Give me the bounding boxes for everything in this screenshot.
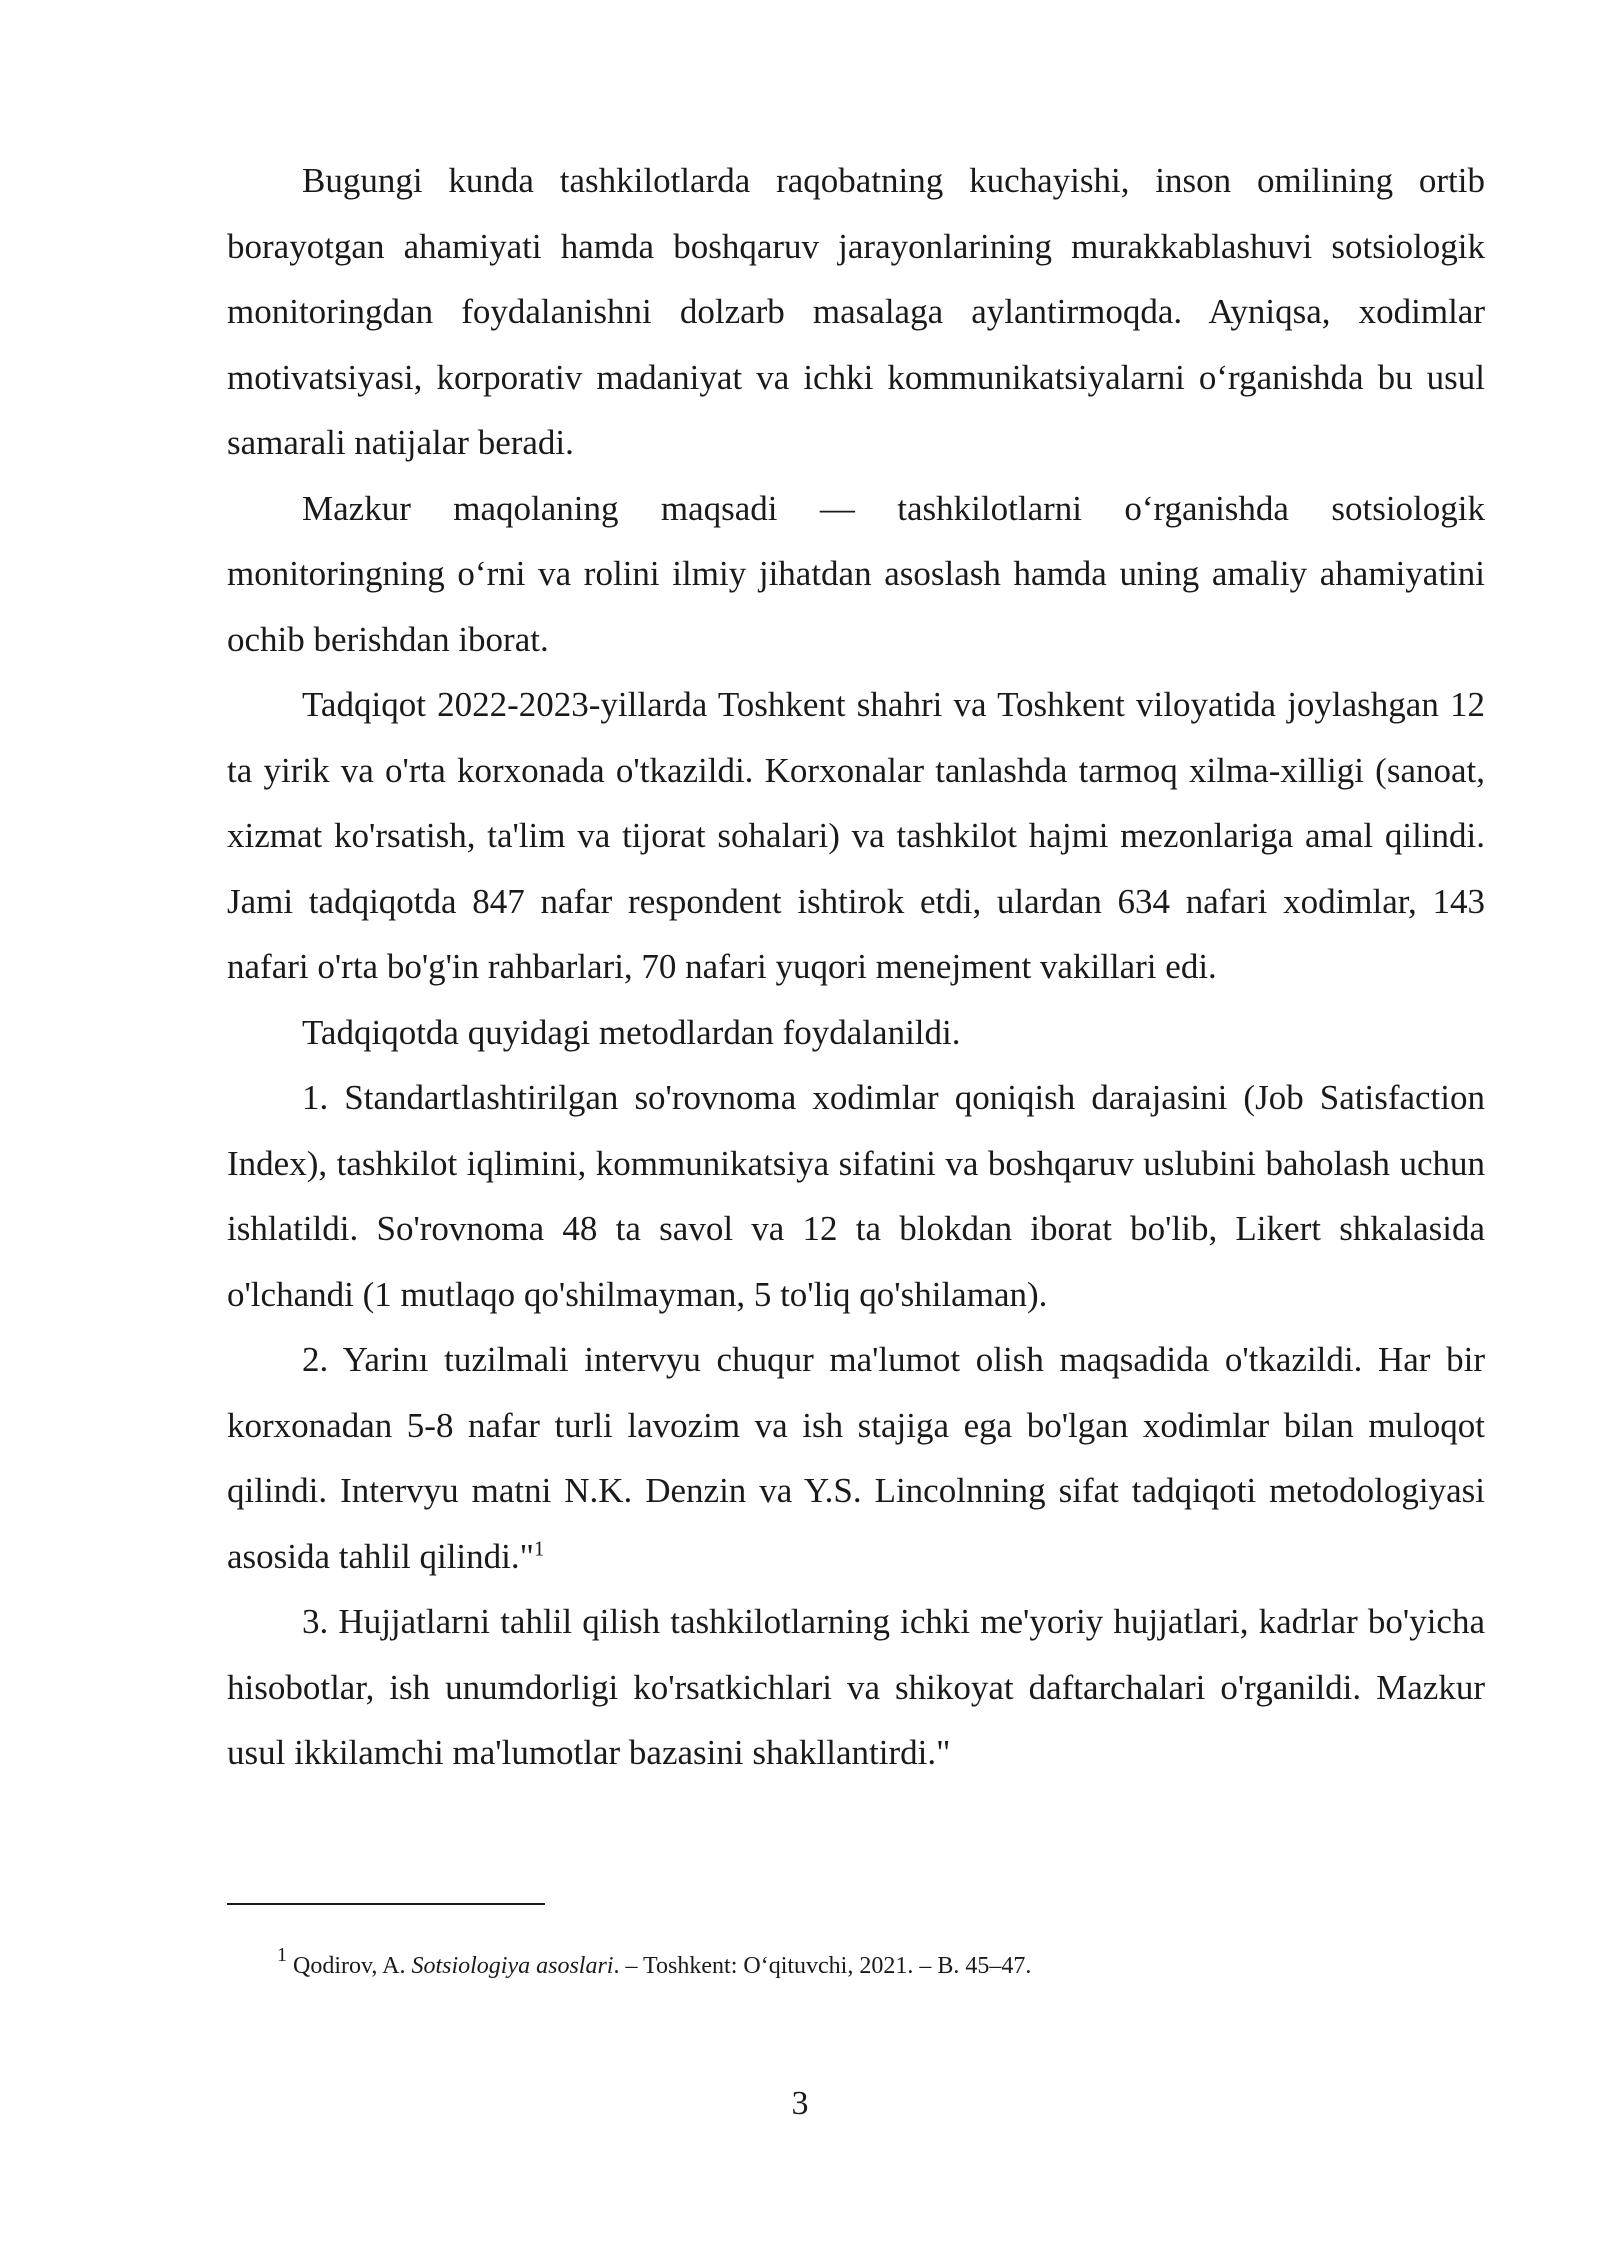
paragraph-method-survey: 1. Standartlashtirilgan so'rovnoma xodimlar qoniqish darajasini (Job Satisfaction Index), tashkilot iqlimini, kommunikatsiya sifatini va boshqaruv uslubini baholash uchun ishlatildi. So'rovnoma 48 ta savol va 12 ta blokdan iborat bo'lib, Likert shkalasida o'lchandi (1 mutlaqo qo'shilmayman, 5 to'liq qo'shilaman).: [227, 1078, 1485, 1314]
paragraph-aim: Mazkur maqolaning maqsadi — tashkilotlarni o‘rganishda sotsiologik monitoringning o‘rni va rolini ilmiy jihatdan asoslash hamda uning amaliy ahamiyatini ochib berishdan iborat.: [227, 488, 1485, 659]
footnote-publication: . – Toshkent: O‘qituvchi, 2021. – B. 45–47.: [613, 1953, 1032, 1979]
paragraph-intro: Bugungi kunda tashkilotlarda raqobatning kuchayishi, inson omilining ortib borayotgan ahamiyati hamda boshqaruv jarayonlarining murakkablashuvi sotsiologik monitoringdan foydalanishni dolzarb masalaga aylantirmoqda. Ayniqsa, xodimlar motivatsiyasi, korporativ madaniyat va ichki kommunikatsiyalarni o‘rganishda bu usul samarali natijalar beradi.: [227, 161, 1485, 462]
footnote-title: Sotsiologiya asoslari: [411, 1953, 614, 1979]
paragraph-method-interview: 2. Yarinı tuzilmali intervyu chuqur ma'lumot olish maqsadida o'tkazildi. Har bir korxonadan 5-8 nafar turli lavozim va ish stajiga ega bo'lgan xodimlar bilan muloqot qilindi. Intervyu matni N.K. Denzin va Y.S. Lincolnning sifat tadqiqoti metodologiyasi asosida tahlil qilindi."$^1$: [227, 1340, 1485, 1576]
paragraph-methods-lead: Tadqiqotda quyidagi metodlardan foydalanildi.: [302, 1012, 961, 1052]
footnote-reference[interactable]: 1: [533, 1535, 545, 1560]
footnote-mark: 1: [277, 1944, 287, 1966]
body-text: [227, 148, 1485, 1786]
paragraph-method-documents: 3. Hujjatlarni tahlil qilish tashkilotlarning ichki me'yoriy hujjatlari, kadrlar bo'yicha hisobotlar, ish unumdorligi ko'rsatkichlari va shikoyat daftarchalari o'rganildi. Mazkur usul ikkilamchi ma'lumotlar bazasini shakllantirdi.": [227, 1602, 1485, 1772]
footnote-separator: [227, 1903, 545, 1905]
paragraph-sample: Tadqiqot 2022-2023-yillarda Toshkent shahri va Toshkent viloyatida joylashgan 12 ta yirik va o'rta korxonada o'tkazildi. Korxonalar tanlashda tarmoq xilma-xilligi (sanoat, xizmat ko'rsatish, ta'lim va tijorat sohalari) va tashkilot hajmi mezonlariga amal qilindi. Jami tadqiqotda 847 nafar respondent ishtirok etdi, ulardan 634 nafari xodimlar, 143 nafari o'rta bo'g'in rahbarlari, 70 nafari yuqori menejment vakillari edi.: [227, 685, 1485, 986]
page-number: 3: [791, 2085, 809, 2122]
footnote: [277, 1944, 1477, 1985]
footnote-author: Qodirov, A.: [293, 1953, 412, 1979]
